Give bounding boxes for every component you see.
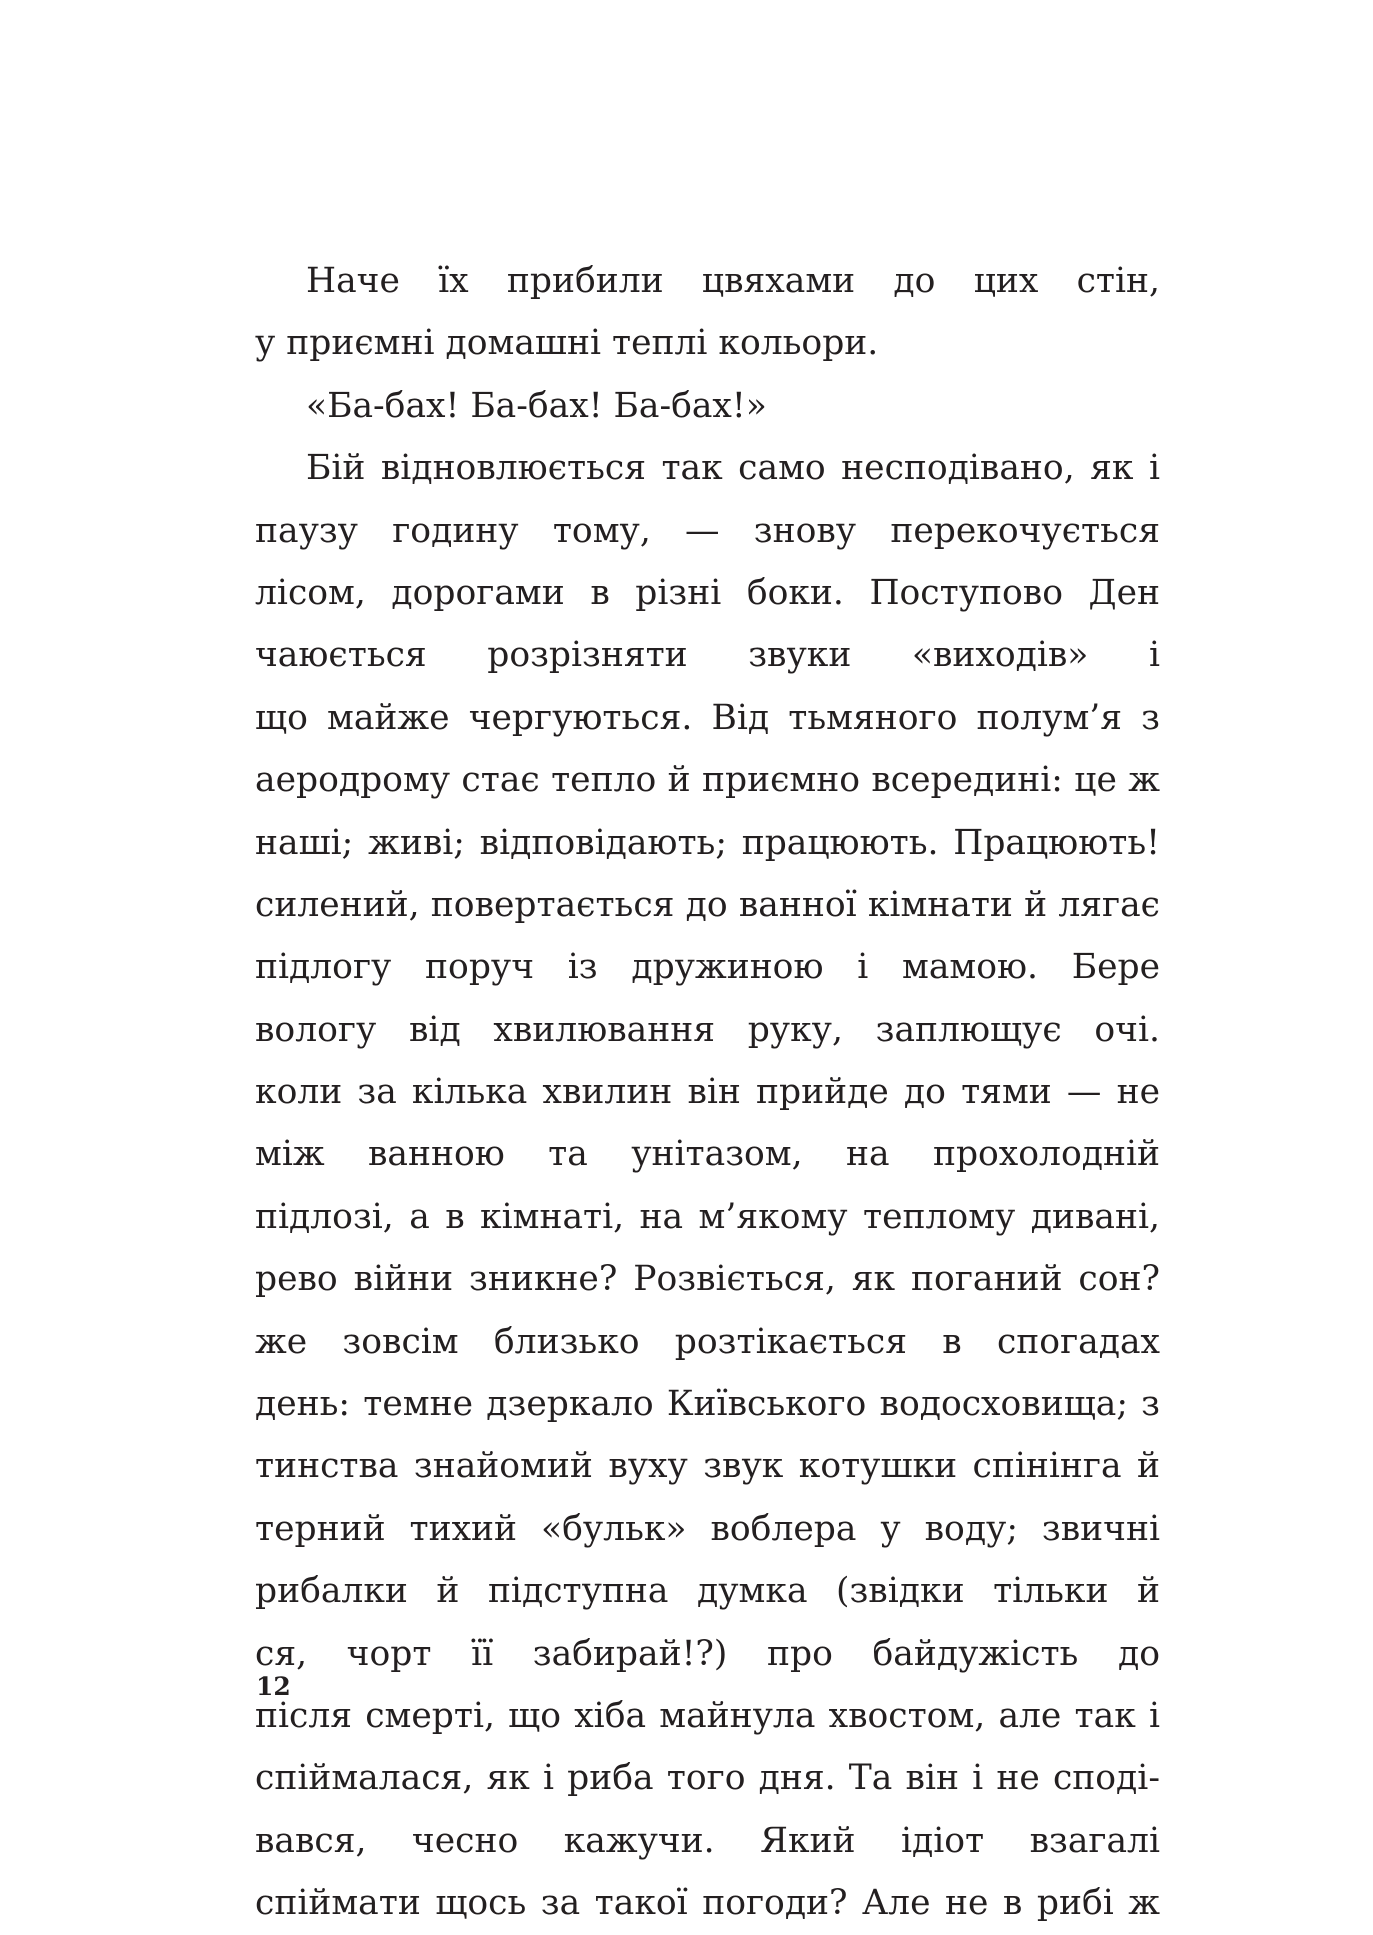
text-line-13: вологу від хвилювання руку, заплющує очі. (255, 1009, 1160, 1050)
text-line-25: спіймалася, як і риба того дня. Та він і не сподi- (255, 1758, 1160, 1799)
text-line-11: силений, повертається до ванної кімнати й лягає (255, 884, 1160, 925)
text-line-5: паузу годину тому, — знову перекочується (255, 510, 1160, 551)
text-line-19: день: темне дзеркало Київського водосховища; з (255, 1384, 1160, 1425)
text-line-8: що майже чергуються. Від тьмяного полум’я з (255, 697, 1160, 738)
body-text (255, 250, 1160, 1935)
page-number: 12 (256, 1672, 291, 1701)
text-line-4: Бій відновлюється так само несподівано, як і (306, 448, 1160, 489)
text-line-3: «Ба-бах! Ба-бах! Ба-бах!» (306, 385, 767, 426)
text-line-10: наші; живі; відповідають; працюють. Працюють! (255, 822, 1160, 863)
text-line-24: після смерті, що хіба майнула хвостом, але так і (255, 1695, 1160, 1736)
text-line-21: терний тихий «бульк» воблера у воду; звичні (255, 1508, 1160, 1549)
text-line-1: Наче їх прибили цвяхами до цих стін, (306, 261, 1160, 301)
text-line-6: лісом, дорогами в різні боки. Поступово Ден (255, 572, 1160, 613)
text-line-9: аеродрому стає тепло й приємно всередині: це ж (255, 760, 1160, 801)
text-line-17: рево війни зникне? Розвіється, як поганий сон? (255, 1259, 1160, 1300)
text-line-14: коли за кілька хвилин він прийде до тями — не (255, 1072, 1160, 1113)
text-line-12: підлогу поруч із дружиною і мамою. Бере (255, 947, 1160, 988)
text-line-27: спіймати щось за такої погоди? Але не в рибі ж (255, 1883, 1160, 1924)
text-line-23: ся, чорт її забирай!?) про байдужість до (255, 1633, 1160, 1674)
text-line-18: же зовсім близько розтікається в спогадах (255, 1321, 1160, 1362)
text-line-2: у приємні домашні теплі кольори. (255, 323, 879, 364)
text-line-15: між ванною та унітазом, на прохолодній (255, 1134, 1160, 1175)
text-line-7: чаюється розрізняти звуки «виходів» і (255, 635, 1160, 676)
text-line-22: рибалки й підступна думка (звідки тільки й (255, 1571, 1160, 1612)
text-line-16: підлозі, а в кімнаті, на м’якому теплому дивані, (255, 1196, 1160, 1237)
text-line-20: тинства знайомий вуху звук котушки спінінга й (255, 1446, 1160, 1487)
text-line-26: вався, чесно кажучи. Який ідіот взагалі (255, 1820, 1160, 1861)
